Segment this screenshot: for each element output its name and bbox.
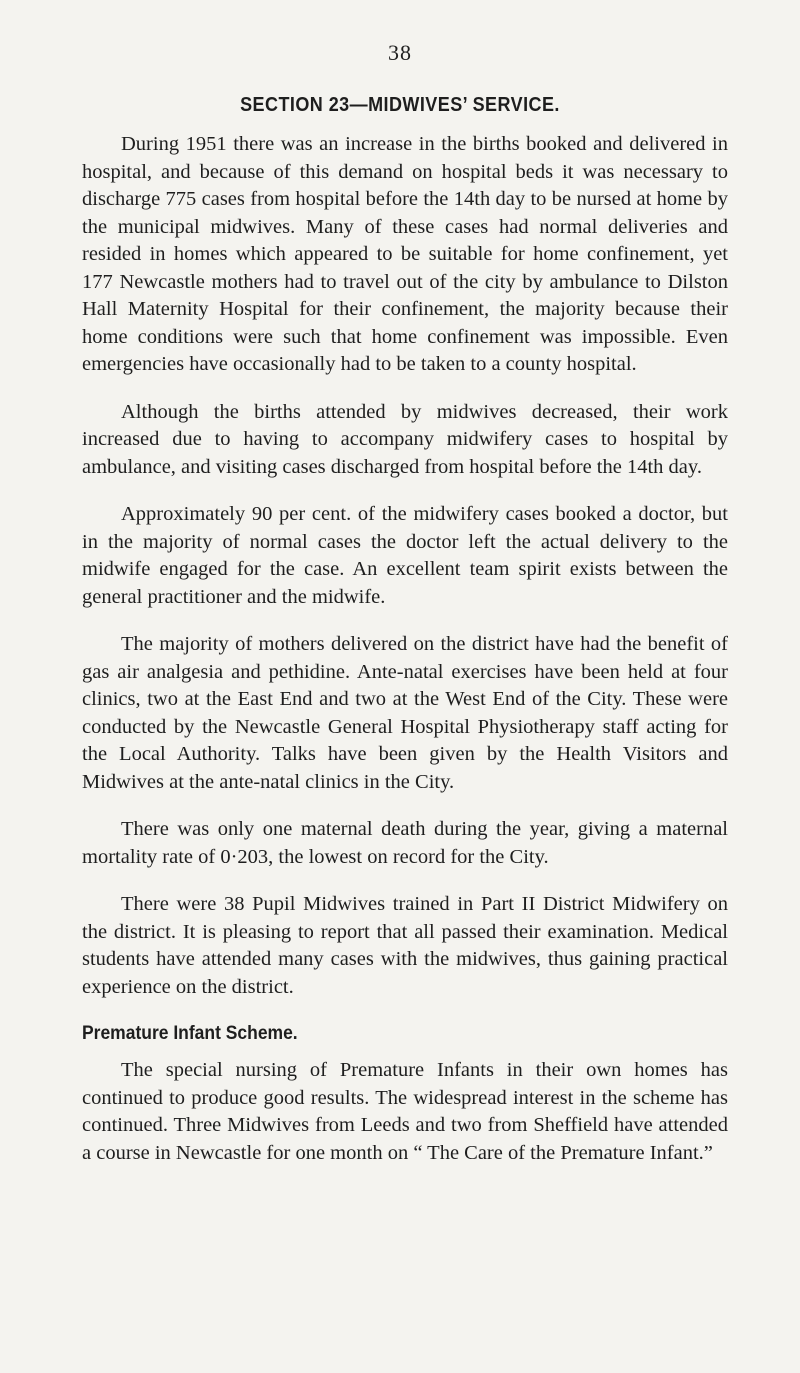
paragraph-premature-infants: The special nursing of Premature Infants in their own homes has continued to produce good results. The widespread interest in the scheme has continued. Three Midwives from Leeds and two from Sheffield have attended a course in Newcastle for one month on “ The Care of the Premature Infant.” xyxy=(82,1059,728,1164)
subsection-body xyxy=(82,1057,728,1167)
section-heading: SECTION 23—MIDWIVES’ SERVICE. xyxy=(240,94,560,116)
paragraph-pupil-midwives: There were 38 Pupil Midwives trained in Part II District Midwifery on the district. It is pleasing to report that all passed their examination. Medical students have attended many cases with the midwives, thus gaining practical experience on the district. xyxy=(82,893,728,998)
subsection-heading: Premature Infant Scheme. xyxy=(82,1023,298,1044)
section-body xyxy=(82,131,728,1001)
paragraph-midwife-work: Although the births attended by midwives decreased, their work increased due to having to accompany midwifery cases to hospital by ambulance, and visiting cases discharged from hospital before the 14th day. xyxy=(82,400,728,478)
page-number: 38 xyxy=(388,40,412,65)
paragraph-hospital-births: During 1951 there was an increase in the births booked and delivered in hospital, and because of this demand on hospital beds it was necessary to discharge 775 cases from hospital before the 14th day to be nursed at home by the municipal midwives. Many of these cases had normal deliveries and resided in homes which appeared to be suitable for home confinement, yet 177 Newcastle mothers had to travel out of the city by ambulance to Dilston Hall Maternity Hospital for their confinement, the majority because their home conditions were such that home confinement was impossible. Even emergencies have occasionally had to be taken to a county hospital. xyxy=(82,133,728,375)
paragraph-analgesia-clinics: The majority of mothers delivered on the district have had the benefit of gas air analgesia and pethidine. Ante-natal exercises have been held at four clinics, two at the East End and two at the West End of the City. These were conducted by the Newcastle General Hospital Physiotherapy staff acting for the Local Authority. Talks have been given by the Health Visitors and Midwives at the ante-natal clinics in the City. xyxy=(82,633,728,793)
paragraph-maternal-mortality: There was only one maternal death during the year, giving a maternal mortality rate of 0·203, the lowest on record for the City. xyxy=(82,818,728,868)
paragraph-doctor-bookings: Approximately 90 per cent. of the midwifery cases booked a doctor, but in the majority of normal cases the doctor left the actual delivery to the midwife engaged for the case. An excellent team spirit exists between the general practitioner and the midwife. xyxy=(82,503,728,608)
